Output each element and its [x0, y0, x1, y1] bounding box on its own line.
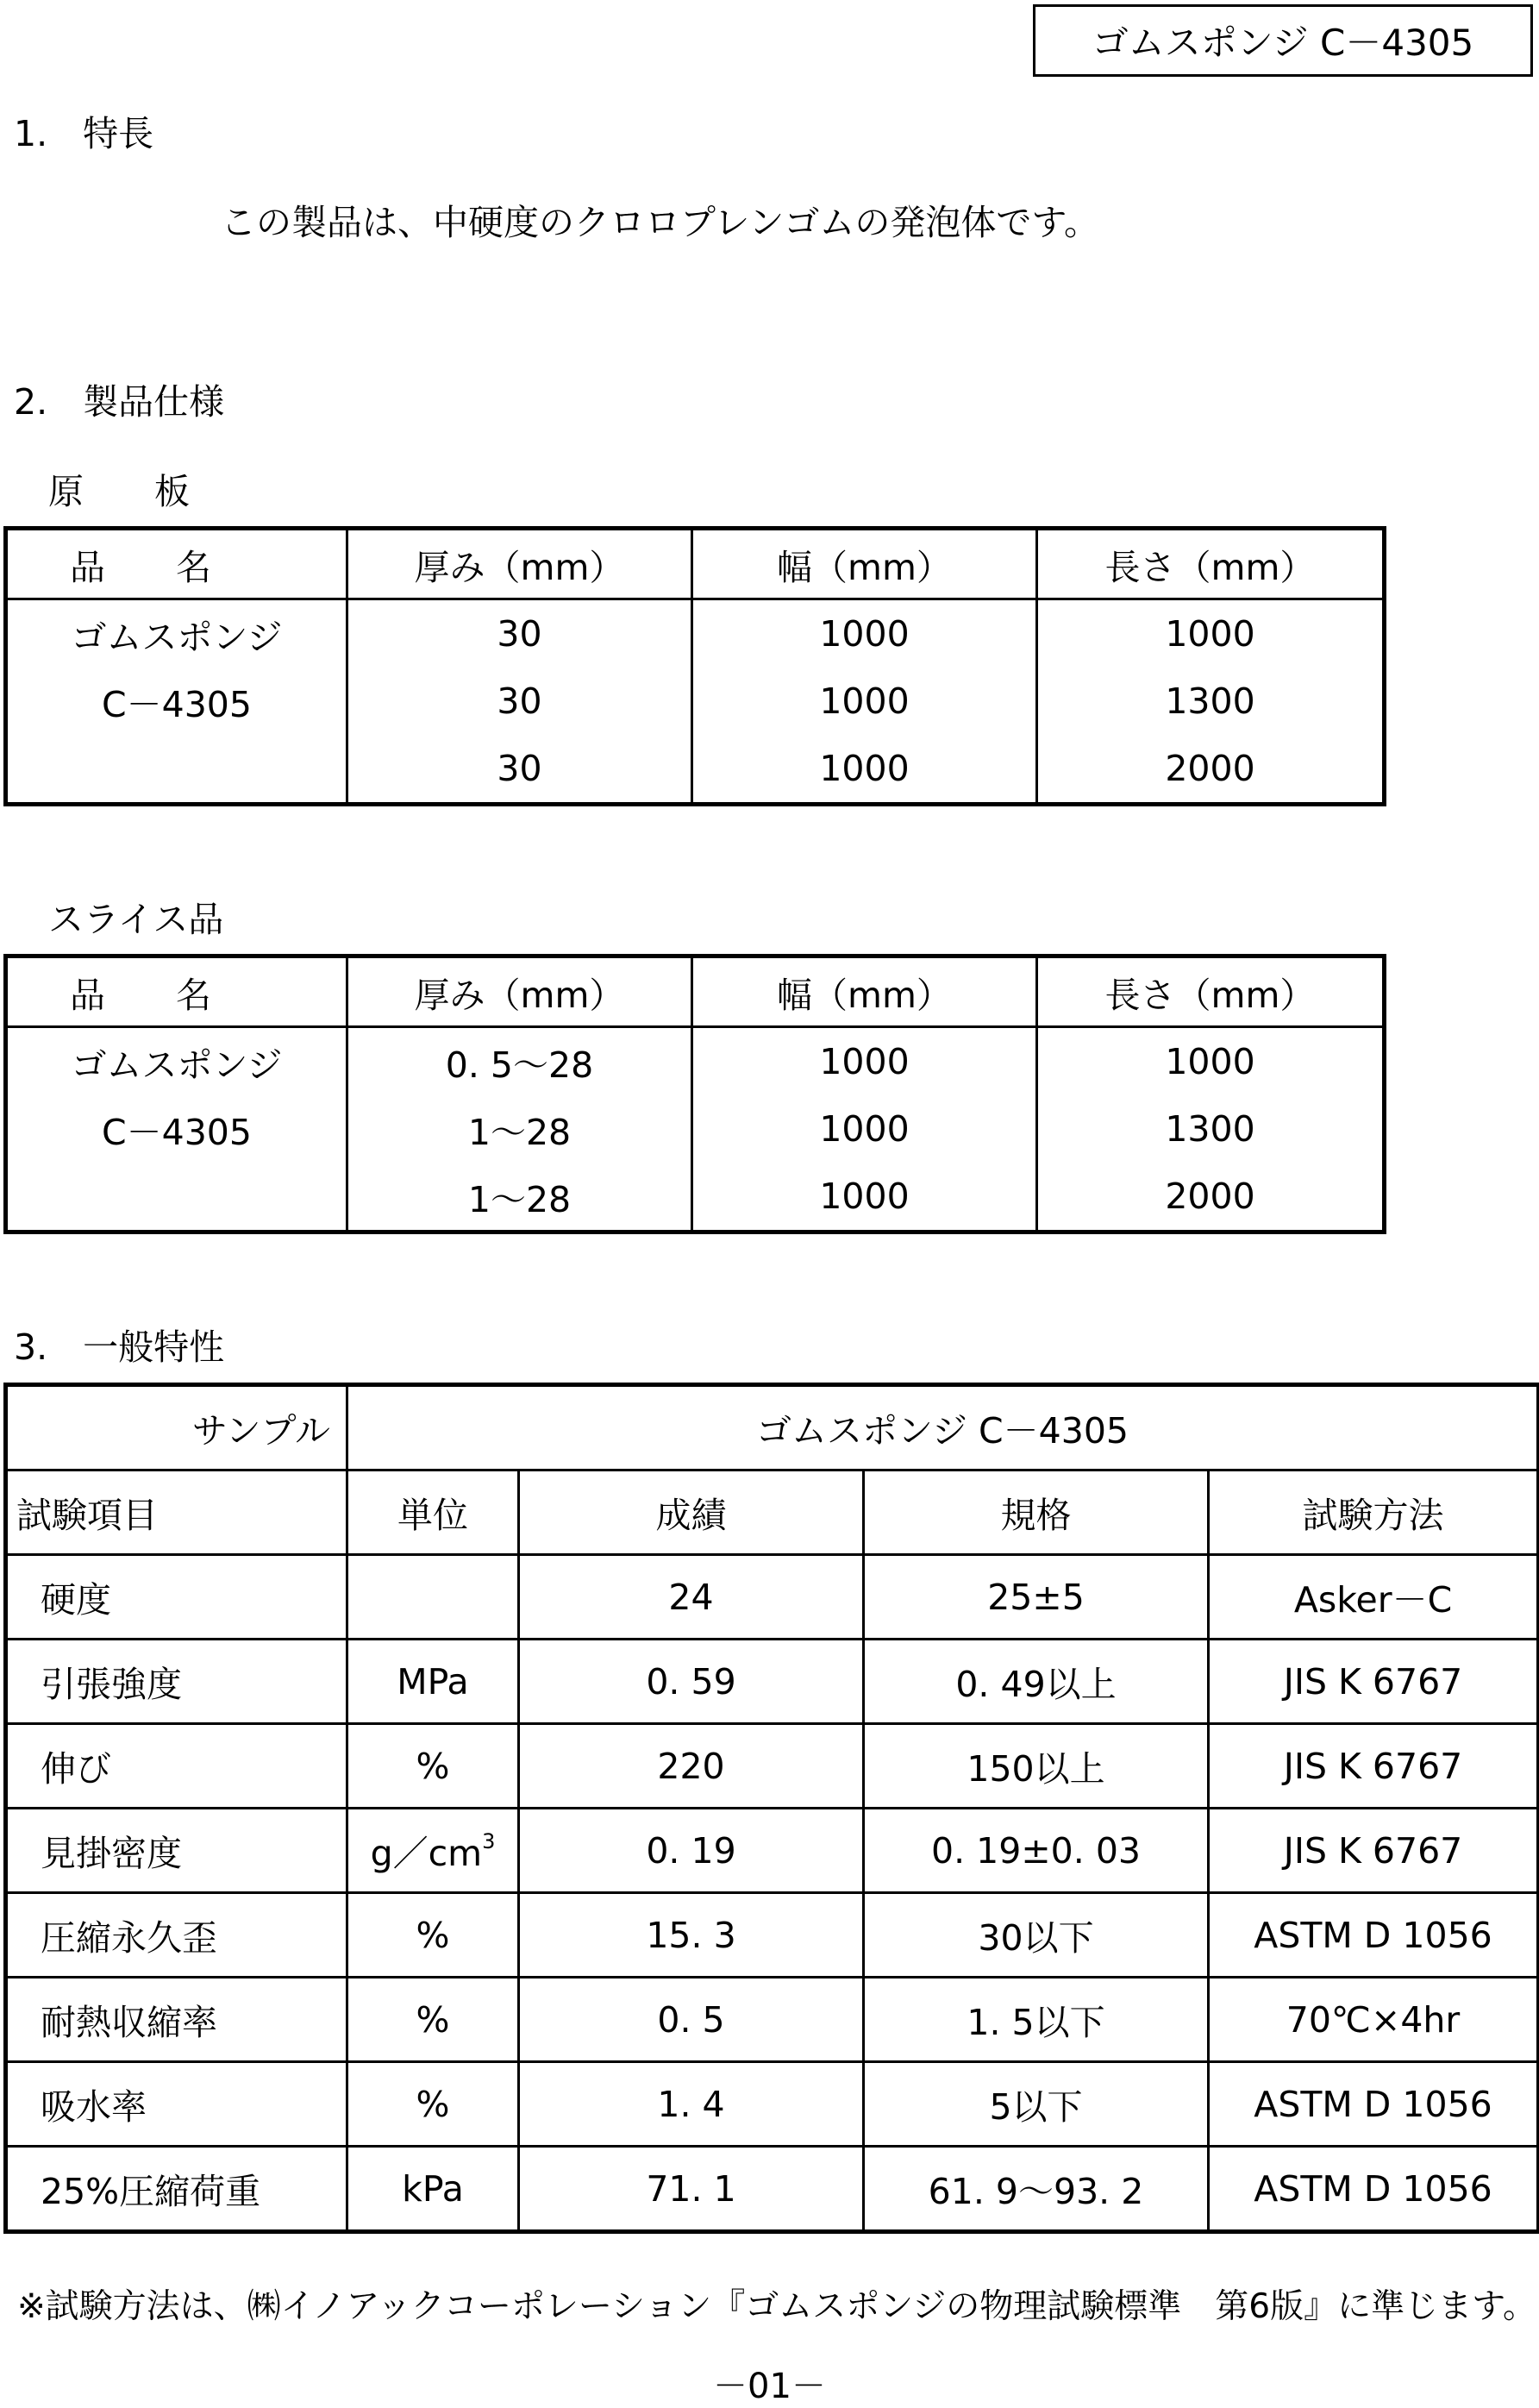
table-row [6, 1978, 1539, 2062]
length-cell: 1300 [1037, 668, 1385, 735]
standard-cell: 150以上 [864, 1724, 1209, 1809]
header-result: 成績 [519, 1471, 864, 1555]
table-row [6, 1640, 1539, 1724]
sample-row [6, 1385, 1539, 1471]
unit-cell: % [347, 1893, 519, 1978]
result-cell: 24 [519, 1555, 864, 1640]
length-cell: 2000 [1037, 735, 1385, 805]
sliced-table [3, 954, 1386, 1234]
product-name-line [6, 735, 347, 805]
product-name-line [6, 1163, 347, 1232]
sample-label: サンプル [6, 1385, 347, 1471]
original-sheet-table [3, 526, 1386, 806]
result-cell: 71. 1 [519, 2147, 864, 2232]
result-cell: 220 [519, 1724, 864, 1809]
thickness-cell: 1～28 [347, 1095, 692, 1163]
product-name-line: ゴムスポンジ [71, 1044, 283, 1086]
length-cell: 1000 [1037, 599, 1385, 668]
table-row [6, 1163, 1385, 1232]
header-width: 幅（mm） [692, 956, 1037, 1027]
test-item: 圧縮永久歪 [6, 1893, 347, 1978]
table-row [6, 735, 1385, 805]
properties-table [3, 1383, 1539, 2234]
section1-heading: 1. 特長 [14, 113, 154, 154]
unit-cell: MPa [347, 1640, 519, 1724]
table-row [6, 2147, 1539, 2232]
method-cell: ASTM D 1056 [1209, 2062, 1539, 2147]
method-cell: JIS K 6767 [1209, 1809, 1539, 1893]
page-number: －01－ [713, 2367, 826, 2406]
product-name-line: C－4305 [102, 683, 252, 725]
table-row [6, 2062, 1539, 2147]
section1-text: この製品は、中硬度のクロロプレンゴムの発泡体です。 [221, 202, 1100, 243]
result-cell: 15. 3 [519, 1893, 864, 1978]
header-product-name: 品 名 [70, 974, 211, 1016]
header-standard: 規格 [864, 1471, 1209, 1555]
table-row [6, 1893, 1539, 1978]
test-item: 耐熱収縮率 [6, 1978, 347, 2062]
standard-cell: 0. 19±0. 03 [864, 1809, 1209, 1893]
header-unit: 単位 [347, 1471, 519, 1555]
width-cell: 1000 [692, 1163, 1037, 1232]
result-cell: 0. 59 [519, 1640, 864, 1724]
header-thickness: 厚み（mm） [347, 529, 692, 599]
table-row [6, 668, 1385, 735]
result-cell: 0. 19 [519, 1809, 864, 1893]
standard-cell: 1. 5以下 [864, 1978, 1209, 2062]
header-product-name: 品 名 [70, 546, 211, 588]
standard-cell: 61. 9～93. 2 [864, 2147, 1209, 2232]
header-thickness: 厚み（mm） [347, 956, 692, 1027]
table-row [6, 1555, 1539, 1640]
length-cell: 1000 [1037, 1027, 1385, 1096]
test-item: 見掛密度 [6, 1809, 347, 1893]
footnote: ※試験方法は、㈱イノアックコーポレーション『ゴムスポンジの物理試験標準 第6版』に準じます。 [17, 2287, 1536, 2326]
standard-cell: 30以下 [864, 1893, 1209, 1978]
table-row [6, 1027, 1385, 1096]
result-cell: 1. 4 [519, 2062, 864, 2147]
product-label: ゴムスポンジ C－4305 [1092, 22, 1474, 64]
section2-heading: 2. 製品仕様 [14, 381, 225, 423]
thickness-cell: 0. 5～28 [347, 1027, 692, 1096]
thickness-cell: 30 [347, 735, 692, 805]
width-cell: 1000 [692, 735, 1037, 805]
table-header-row [6, 529, 1385, 599]
unit-cell: % [347, 2062, 519, 2147]
header-width: 幅（mm） [692, 529, 1037, 599]
table-header-row [6, 1471, 1539, 1555]
method-cell: JIS K 6767 [1209, 1724, 1539, 1809]
table-row [6, 599, 1385, 668]
unit-cell [347, 1555, 519, 1640]
test-item: 硬度 [6, 1555, 347, 1640]
method-cell: Asker－C [1209, 1555, 1539, 1640]
method-cell: 70℃×4hr [1209, 1978, 1539, 2062]
sliced-title: スライス品 [48, 899, 224, 940]
table-row [6, 1724, 1539, 1809]
original-sheet-title: 原 板 [48, 471, 190, 512]
header-length: 長さ（mm） [1037, 956, 1385, 1027]
unit-cell: % [347, 1978, 519, 2062]
width-cell: 1000 [692, 599, 1037, 668]
standard-cell: 0. 49以上 [864, 1640, 1209, 1724]
unit-cell [347, 1809, 519, 1893]
section3-heading: 3. 一般特性 [14, 1326, 225, 1368]
table-row [6, 1095, 1385, 1163]
unit-text: g／cm [370, 1833, 483, 1874]
thickness-cell: 1～28 [347, 1163, 692, 1232]
sample-name: ゴムスポンジ C－4305 [347, 1385, 1539, 1471]
test-item: 伸び [6, 1724, 347, 1809]
product-name-line: C－4305 [102, 1111, 252, 1153]
standard-cell: 25±5 [864, 1555, 1209, 1640]
length-cell: 2000 [1037, 1163, 1385, 1232]
header-length: 長さ（mm） [1037, 529, 1385, 599]
thickness-cell: 30 [347, 668, 692, 735]
test-item: 引張強度 [6, 1640, 347, 1724]
width-cell: 1000 [692, 1095, 1037, 1163]
width-cell: 1000 [692, 668, 1037, 735]
method-cell: ASTM D 1056 [1209, 2147, 1539, 2232]
unit-cell: % [347, 1724, 519, 1809]
result-cell: 0. 5 [519, 1978, 864, 2062]
length-cell: 1300 [1037, 1095, 1385, 1163]
product-name-line: ゴムスポンジ [71, 616, 283, 658]
width-cell: 1000 [692, 1027, 1037, 1096]
unit-cell: kPa [347, 2147, 519, 2232]
product-label-box [1033, 4, 1533, 77]
table-header-row [6, 956, 1385, 1027]
standard-cell: 5以下 [864, 2062, 1209, 2147]
thickness-cell: 30 [347, 599, 692, 668]
test-item: 25%圧縮荷重 [6, 2147, 347, 2232]
header-test-item: 試験項目 [6, 1471, 347, 1555]
method-cell: JIS K 6767 [1209, 1640, 1539, 1724]
unit-superscript: 3 [482, 1829, 496, 1853]
header-method: 試験方法 [1209, 1471, 1539, 1555]
test-item: 吸水率 [6, 2062, 347, 2147]
table-row [6, 1809, 1539, 1893]
method-cell: ASTM D 1056 [1209, 1893, 1539, 1978]
